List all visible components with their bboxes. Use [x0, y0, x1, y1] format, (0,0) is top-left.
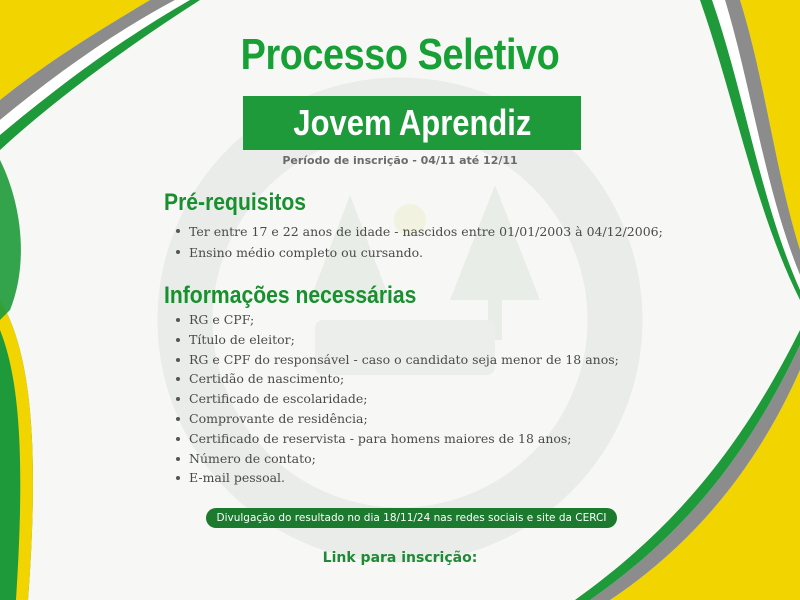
list-item: RG e CPF; [176, 310, 619, 330]
result-notice-badge: Divulgação do resultado no dia 18/11/24 nas redes sociais e site da CERCI [206, 508, 617, 528]
subtitle-banner [243, 96, 581, 150]
list-item: Ensino médio completo ou cursando. [176, 242, 663, 263]
prerequisites-list [176, 221, 663, 263]
page-title: Processo Seletivo [240, 30, 560, 79]
list-item: E-mail pessoal. [176, 468, 619, 488]
list-item: Número de contato; [176, 449, 619, 469]
list-item: Certificado de reservista - para homens maiores de 18 anos; [176, 429, 619, 449]
prerequisites-heading: Pré-requisitos [164, 189, 307, 216]
list-item: Título de eleitor; [176, 330, 619, 350]
registration-period: Período de inscrição - 04/11 até 12/11 [282, 154, 518, 167]
list-item: RG e CPF do responsável - caso o candidato seja menor de 18 anos; [176, 350, 619, 370]
required-info-list [176, 310, 619, 488]
list-item: Certificado de escolaridade; [176, 389, 619, 409]
subtitle-text: Jovem Aprendiz [292, 102, 531, 143]
registration-link-label: Link para inscrição: [322, 550, 478, 566]
list-item: Comprovante de residência; [176, 409, 619, 429]
list-item: Certidão de nascimento; [176, 369, 619, 389]
required-info-heading: Informações necessárias [164, 282, 417, 309]
list-item: Ter entre 17 e 22 anos de idade - nascidos entre 01/01/2003 à 04/12/2006; [176, 221, 663, 242]
